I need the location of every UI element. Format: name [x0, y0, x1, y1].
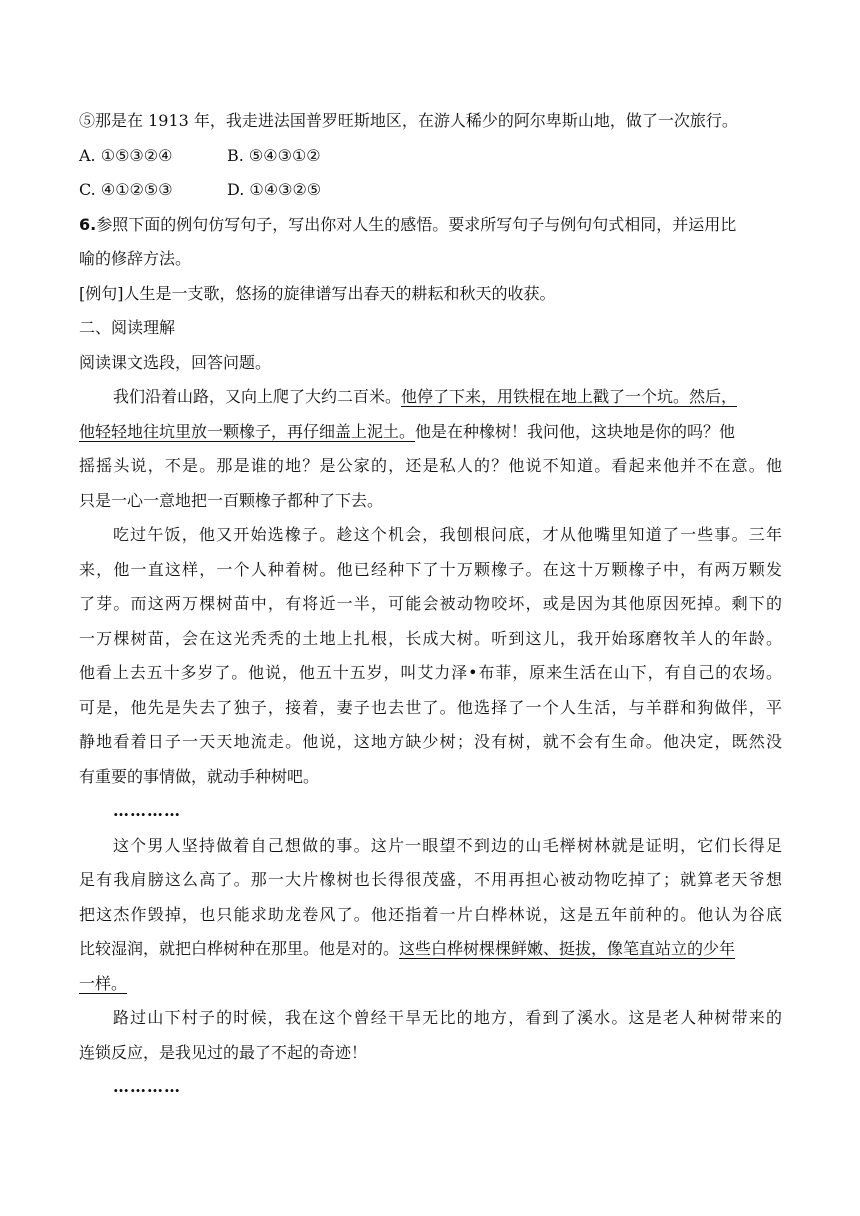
p1-line-4: 只是一心一意地把一百颗橡子都种了下去。 [79, 490, 384, 510]
p1-line-2-plain: 他是在种橡树！我问他，这块地是你的吗？他 [415, 421, 736, 441]
p3-line-4-plain: 比较湿润，就把白桦树种在那里。他是对的。 [79, 939, 400, 958]
p3-line-2: 足有我肩膀这么高了。那一大片橡树也长得很茂盛，不用再担心被动物吃掉了；就算老天爷想 [79, 870, 782, 889]
p2-line-2: 来，他一直这样，一个人种着树。他已经种下了十万颗橡子。在这十万颗橡子中，有两万颗发 [79, 559, 782, 579]
p1-line-3: 摇摇头说，不是。那是谁的地？是公家的，还是私人的？他说不知道。看起来他并不在意。他 [79, 456, 782, 475]
passage-paragraph-2 [79, 518, 782, 794]
q5-item-5: ⑤那是在 1913 年，我走进法国普罗旺斯地区，在游人稀少的阿尔卑斯山地，做了一次旅行。 [79, 111, 738, 130]
p3-line-4 [79, 932, 782, 967]
reading-instruction: 阅读课文选段，回答问题。 [79, 352, 272, 372]
q5-option-b: B. ⑤④③①② [227, 145, 321, 165]
q6-prompt-line-1 [79, 208, 782, 243]
q5-option-a: A. ①⑤③②④ [79, 145, 173, 165]
ellipsis-1: ………… [113, 801, 181, 820]
passage-paragraph-4 [79, 1001, 782, 1070]
q5-option-c: C. ④①②⑤③ [79, 180, 173, 199]
q5-option-d: D. ①④③②⑤ [227, 180, 322, 199]
p2-line-6: 可是，他先是失去了独子，接着，妻子也去世了。他选择了一个人生活，与羊群和狗做伴，平 [79, 697, 782, 717]
worksheet-page [79, 104, 782, 1105]
p2-line-1: 吃过午饭，他又开始选橡子。趁这个机会，我刨根问底，才从他嘴里知道了一些事。三年 [113, 525, 782, 544]
p2-line-5: 他看上去五十多岁了。他说，他五十五岁，叫艾力泽•布菲，原来生活在山下，有自己的农场。 [79, 663, 782, 682]
p2-line-8: 有重要的事情做，就动手种树吧。 [79, 766, 320, 786]
underlined-sentence-2a: 这些白桦树棵棵鲜嫩、挺拔，像笔直站立的少年 [399, 939, 736, 958]
ellipsis-2: ………… [113, 1077, 181, 1096]
p1-line-1-plain: 我们沿着山路，又向上爬了大约二百米。 [113, 387, 402, 406]
p3-line-1: 这个男人坚持做着自己想做的事。这片一眼望不到边的山毛榉树林就是证明，它们长得足 [113, 835, 782, 855]
section-heading-reading: 二、阅读理解 [79, 318, 176, 337]
p3-line-3: 把这杰作毁掉，也只能求助龙卷风了。他还指着一片白桦林说，这是五年前种的。他认为谷底 [79, 904, 782, 924]
p2-line-3: 了芽。而这两万棵树苗中，有将近一半，可能会被动物咬坏，或是因为其他原因死掉。剩下的 [79, 594, 782, 613]
q6-number: 6. [79, 214, 97, 234]
p2-line-7: 静地看着日子一天天地流走。他说，这地方缺少树；没有树，就不会有生命。他决定，既然没 [79, 732, 782, 751]
q6-example: [例句]人生是一支歌，悠扬的旋律谱写出春天的耕耘和秋天的收获。 [79, 283, 556, 303]
p4-line-2: 连锁反应，是我见过的最了不起的奇迹！ [79, 1042, 368, 1062]
underlined-sentence-1b: 他轻轻地往坑里放一颗橡子，再仔细盖上泥土。 [79, 421, 416, 441]
q6-prompt-text-1: 参照下面的例句仿写句子，写出你对人生的感悟。要求所写句子与例句句式相同，并运用比 [96, 214, 737, 234]
p1-line-1 [79, 380, 782, 415]
passage-paragraph-3 [79, 829, 782, 1002]
p3-line-5 [79, 967, 782, 1002]
underlined-sentence-2b: 一样。 [79, 973, 128, 993]
p1-line-2 [79, 415, 782, 450]
q6-prompt-line-2: 喻的修辞方法。 [79, 249, 192, 268]
passage-paragraph-1 [79, 380, 782, 518]
p2-line-4: 一万棵树苗，会在这光秃秃的土地上扎根，长成大树。听到这儿，我开始琢磨牧羊人的年龄。 [79, 628, 782, 648]
q5-options-row-2 [79, 173, 782, 208]
p4-line-1: 路过山下村子的时候，我在这个曾经干旱无比的地方，看到了溪水。这是老人种树带来的 [113, 1008, 782, 1027]
q5-options-row-1 [79, 139, 782, 174]
underlined-sentence-1a: 他停了下来，用铁棍在地上戳了一个坑。然后， [401, 387, 738, 406]
